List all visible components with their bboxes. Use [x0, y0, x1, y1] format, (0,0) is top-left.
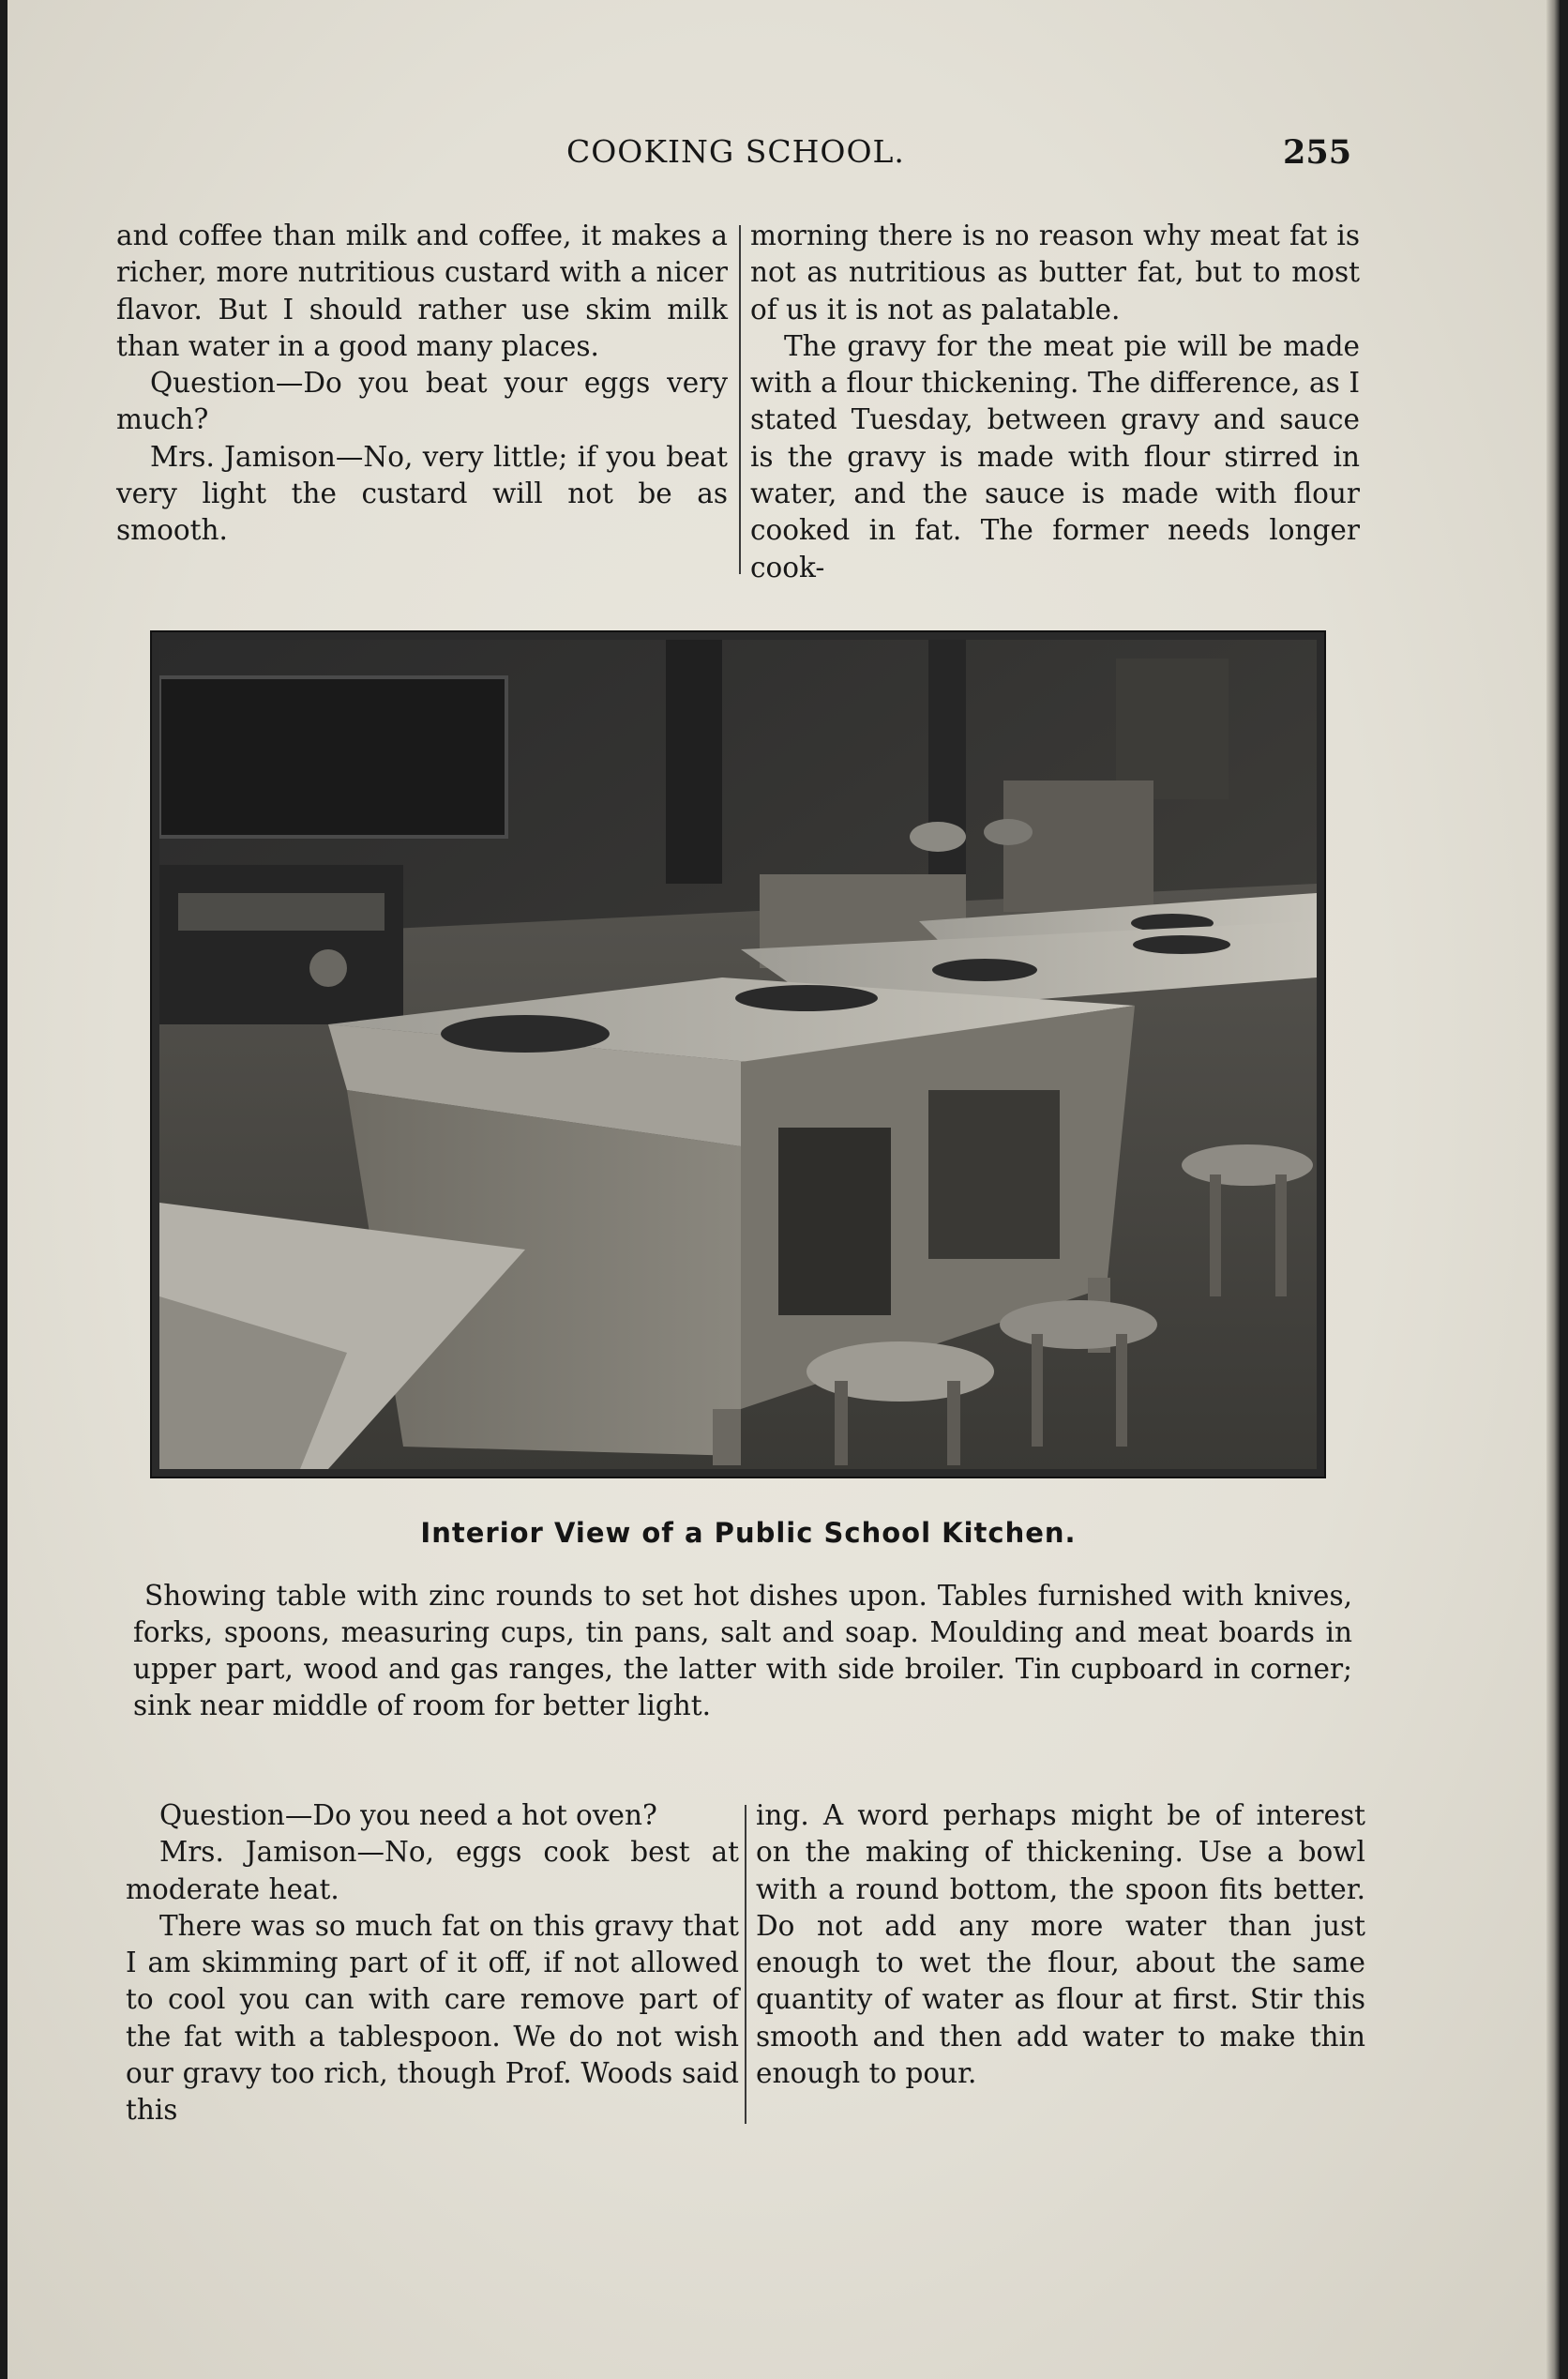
paragraph: and coffee than milk and coffee, it makes a richer, more nutritious custard with a nicer flavor. But I should rather use skim milk than water in a good many places.	[116, 220, 728, 362]
page-edge	[1546, 0, 1560, 2379]
top-right-column	[750, 218, 1360, 586]
paragraph: There was so much fat on this gravy that I am skimming part of it off, if not allowed to cool you can with care remove part of the fat with a tablespoon. We do not wish our gravy too rich, though Prof. Woods said this	[126, 1909, 739, 2127]
paragraph: The gravy for the meat pie will be made with a flour thickening. The difference, as I stated Tuesday, between gravy and sauce is the gravy is made with flour stirred in water, and the sauce is made with flour cooked in fat. The former needs longer cook-	[750, 329, 1360, 583]
bottom-left-column	[126, 1797, 739, 2129]
kitchen-photo-image	[159, 640, 1317, 1469]
running-head	[8, 133, 1560, 180]
column-rule	[745, 1805, 746, 2124]
paragraph: morning there is no reason why meat fat is not as nutritious as butter fat, but to most of us it is not as palatable.	[750, 220, 1360, 326]
paragraph: Question—Do you beat your eggs very much?	[116, 367, 728, 436]
paragraph: ing. A word perhaps might be of interest on the making of thickening. Use a bowl with a round bottom, the spoon fits better. Do not add any more water than just enough to wet the flour, about the same quantity of water as flour at first. Stir this smooth and then add water to make thin enough to pour.	[756, 1799, 1365, 2090]
bottom-right-column	[756, 1797, 1365, 2092]
kitchen-photograph	[150, 630, 1326, 1478]
running-title: COOKING SCHOOL.	[566, 133, 905, 170]
figure-caption-title: Interior View of a Public School Kitchen.	[420, 1517, 1077, 1549]
page-number: 255	[1283, 133, 1352, 172]
paragraph: Mrs. Jamison—No, eggs cook best at moderate heat.	[126, 1836, 739, 1905]
column-rule	[739, 225, 741, 574]
paragraph: Question—Do you need a hot oven?	[159, 1799, 657, 1831]
paragraph: Mrs. Jamison—No, very little; if you beat very light the custard will not be as smooth.	[116, 440, 728, 547]
top-left-column	[116, 218, 728, 550]
book-page	[8, 0, 1560, 2379]
figure-caption-body	[133, 1578, 1352, 1724]
caption-paragraph: Showing table with zinc rounds to set hot dishes upon. Tables furnished with knives, forks, spoons, measuring cups, tin pans, salt and soap. Moulding and meat boards in upper part, wood and gas ranges, the latter with side broiler. Tin cupboard in corner; sink near middle of room for better light.	[133, 1580, 1352, 1721]
